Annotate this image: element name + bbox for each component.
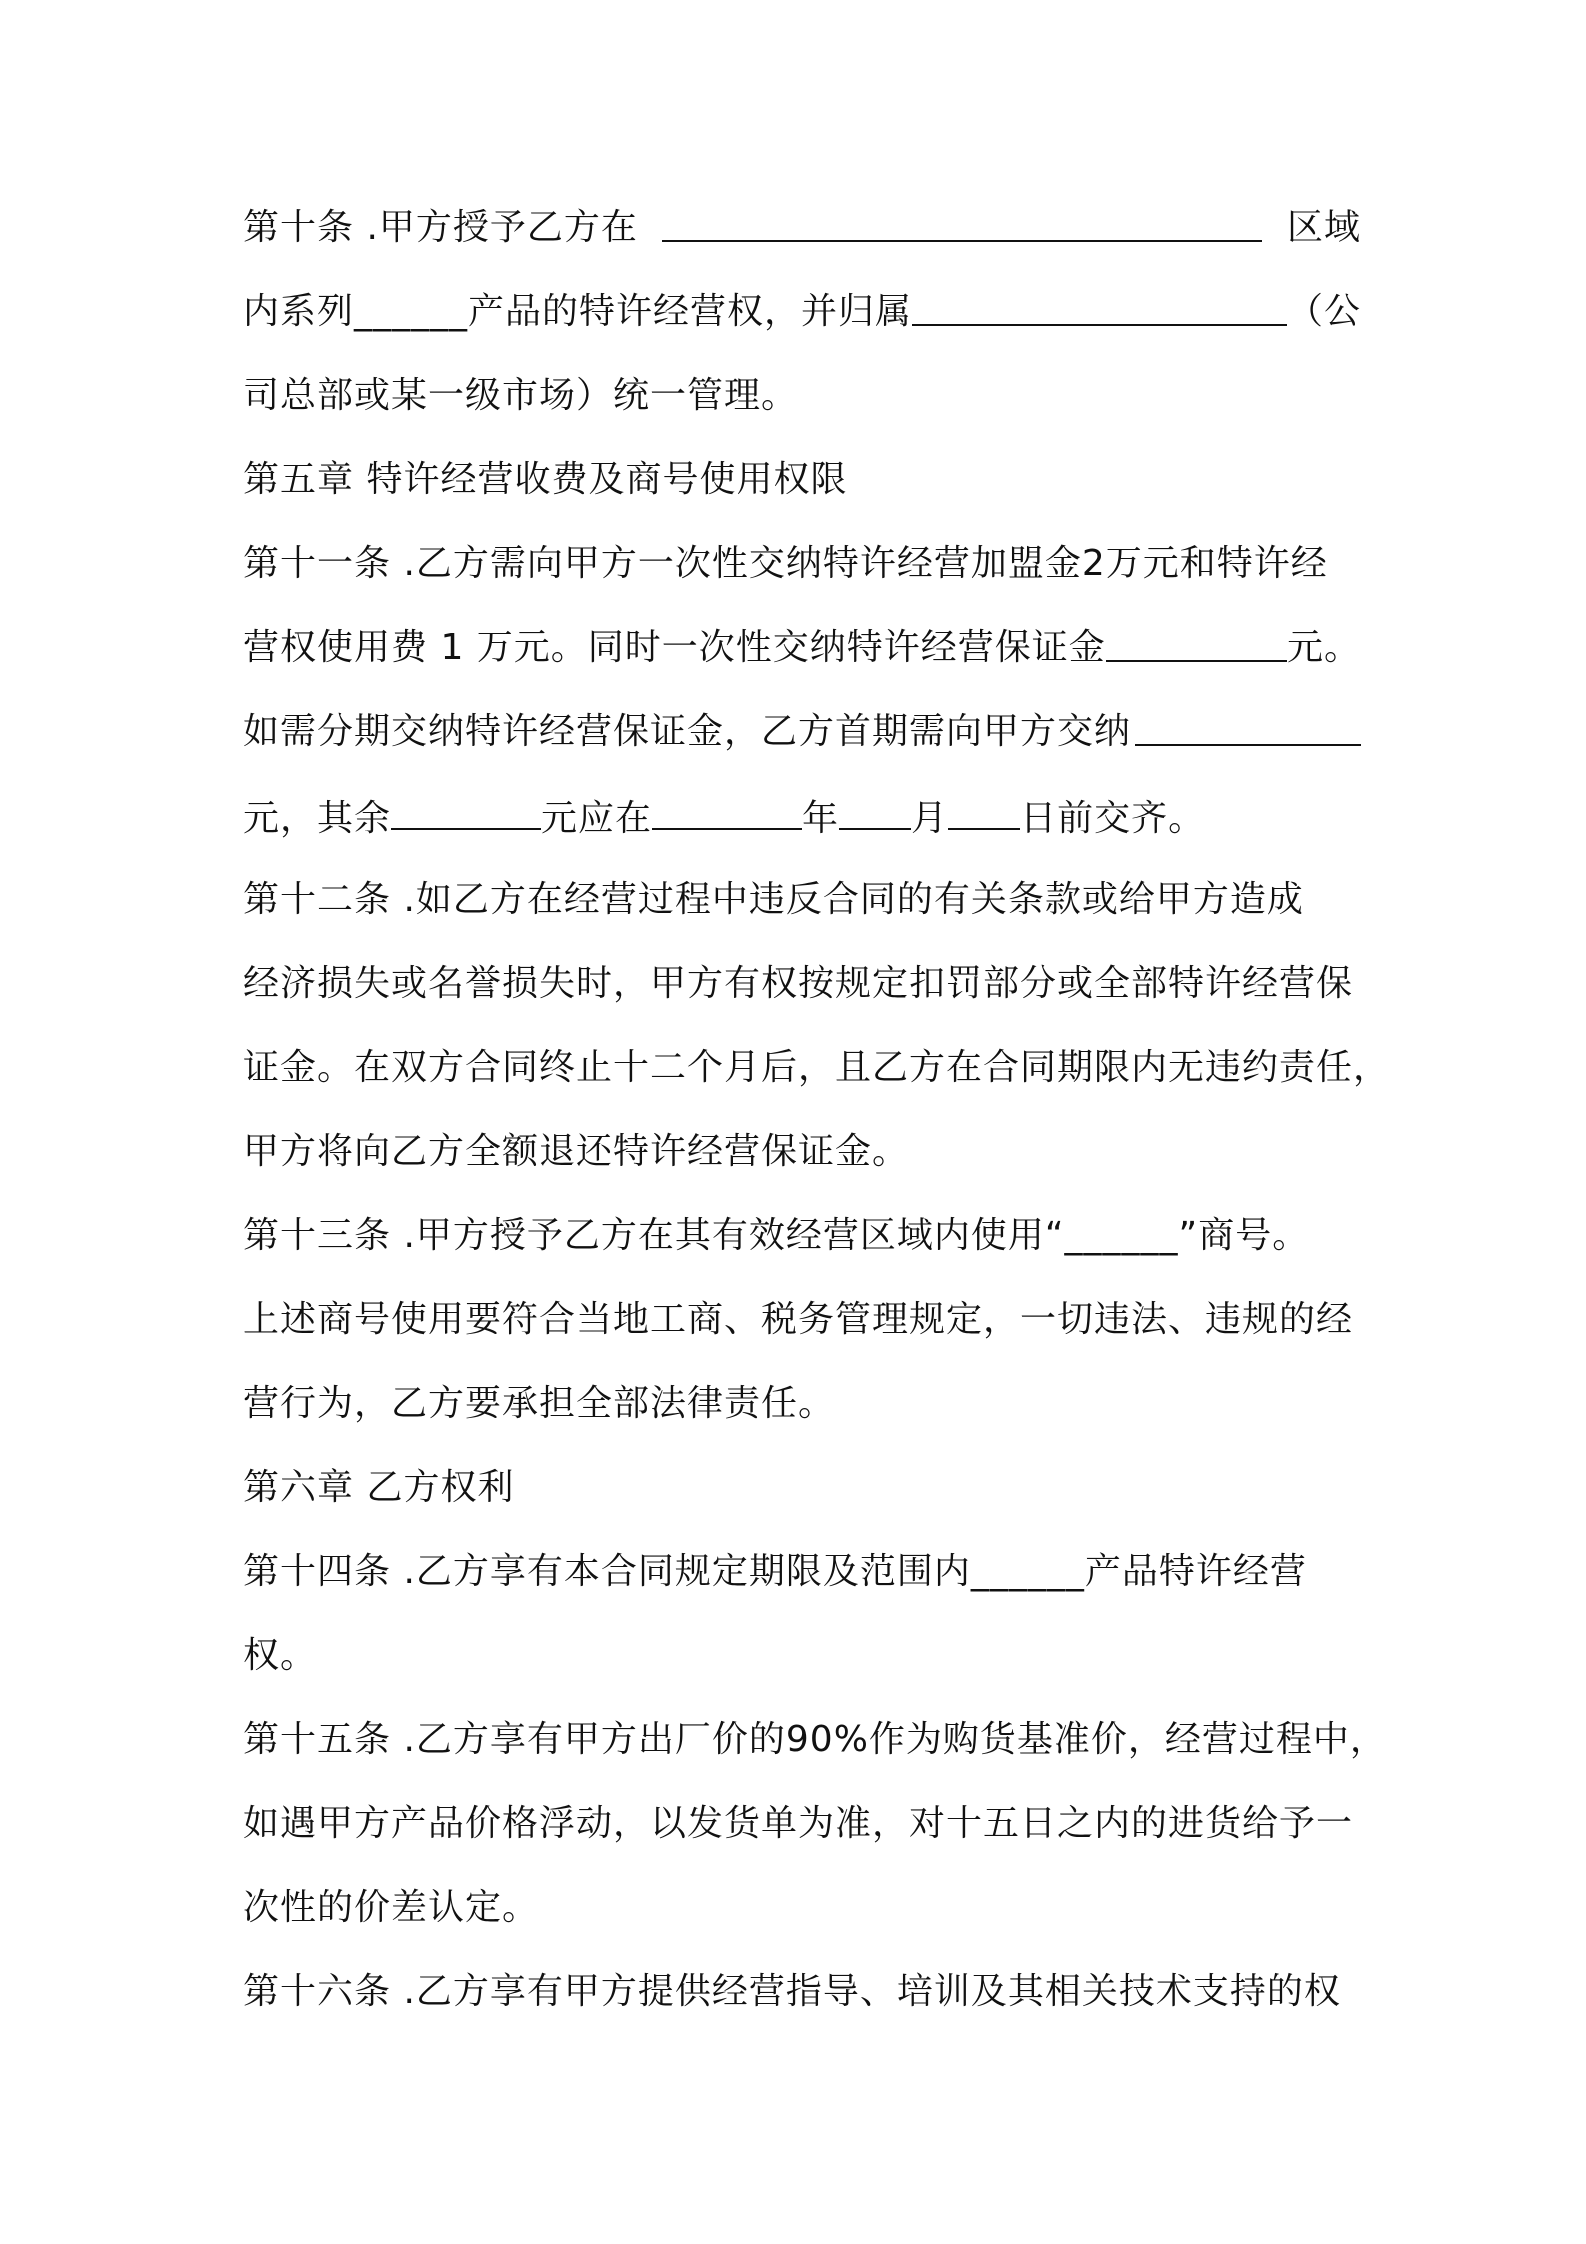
article-10-text: （公 xyxy=(1286,291,1361,332)
article-11-text: 营权使用费 1 万元。同时一次性交纳特许经营保证金 xyxy=(243,627,1106,668)
article-13-line-3: 营行为，乙方要承担全部法律责任。 xyxy=(243,1383,836,1424)
deposit-amount-blank xyxy=(1106,620,1287,662)
remainder-amount-blank xyxy=(391,788,541,830)
article-10-text: 区域 xyxy=(1286,207,1361,248)
article-15-line-1: 第十五条 .乙方享有甲方出厂价的90%作为购货基准价，经营过程中， xyxy=(243,1719,1387,1760)
article-12-line-4: 甲方将向乙方全额退还特许经营保证金。 xyxy=(243,1131,910,1172)
affiliation-blank xyxy=(912,284,1287,326)
article-10-text: 第十条 .甲方授予乙方在 xyxy=(243,207,638,248)
first-installment-blank xyxy=(1135,704,1361,746)
article-11-line-3 xyxy=(243,704,1361,760)
chapter-6-heading: 第六章 乙方权利 xyxy=(243,1467,515,1508)
article-14-line-2: 权。 xyxy=(243,1635,318,1676)
article-11-line-2 xyxy=(243,620,1361,676)
month-blank xyxy=(839,788,911,830)
article-11-text: 如需分期交纳特许经营保证金，乙方首期需向甲方交纳 xyxy=(243,711,1132,752)
article-15-line-3: 次性的价差认定。 xyxy=(243,1887,540,1928)
article-11-text: 日前交齐。 xyxy=(1020,798,1206,839)
year-blank xyxy=(652,788,802,830)
article-10-line-2 xyxy=(243,284,1361,340)
region-blank xyxy=(662,200,1262,242)
article-11-text: 元，其余 xyxy=(243,798,392,839)
article-14-line-1: 第十四条 .乙方享有本合同规定期限及范围内______产品特许经营 xyxy=(243,1551,1307,1592)
article-10-text: 内系列______产品的特许经营权，并归属 xyxy=(243,291,913,332)
article-11-text: 月 xyxy=(911,798,949,839)
article-10-line-1 xyxy=(243,200,1361,256)
article-12-line-3: 证金。在双方合同终止十二个月后，且乙方在合同期限内无违约责任， xyxy=(243,1047,1391,1088)
article-11-line-1: 第十一条 .乙方需向甲方一次性交纳特许经营加盟金2万元和特许经 xyxy=(243,543,1328,584)
chapter-5-heading: 第五章 特许经营收费及商号使用权限 xyxy=(243,459,848,500)
article-10-line-3: 司总部或某一级市场）统一管理。 xyxy=(243,375,799,416)
article-16-line-1: 第十六条 .乙方享有甲方提供经营指导、培训及其相关技术支持的权 xyxy=(243,1971,1341,2012)
article-13-line-1: 第十三条 .甲方授予乙方在其有效经营区域内使用“______”商号。 xyxy=(243,1215,1310,1256)
article-11-text: 元应在 xyxy=(541,798,653,839)
day-blank xyxy=(948,788,1020,830)
article-11-text: 元。 xyxy=(1286,627,1361,668)
article-15-line-2: 如遇甲方产品价格浮动，以发货单为准，对十五日之内的进货给予一 xyxy=(243,1803,1354,1844)
article-12-line-2: 经济损失或名誉损失时，甲方有权按规定扣罚部分或全部特许经营保 xyxy=(243,963,1354,1004)
article-11-text: 年 xyxy=(802,798,840,839)
article-13-line-2: 上述商号使用要符合当地工商、税务管理规定，一切违法、违规的经 xyxy=(243,1299,1354,1340)
article-12-line-1: 第十二条 .如乙方在经营过程中违反合同的有关条款或给甲方造成 xyxy=(243,879,1304,920)
article-11-line-4 xyxy=(243,788,1361,844)
